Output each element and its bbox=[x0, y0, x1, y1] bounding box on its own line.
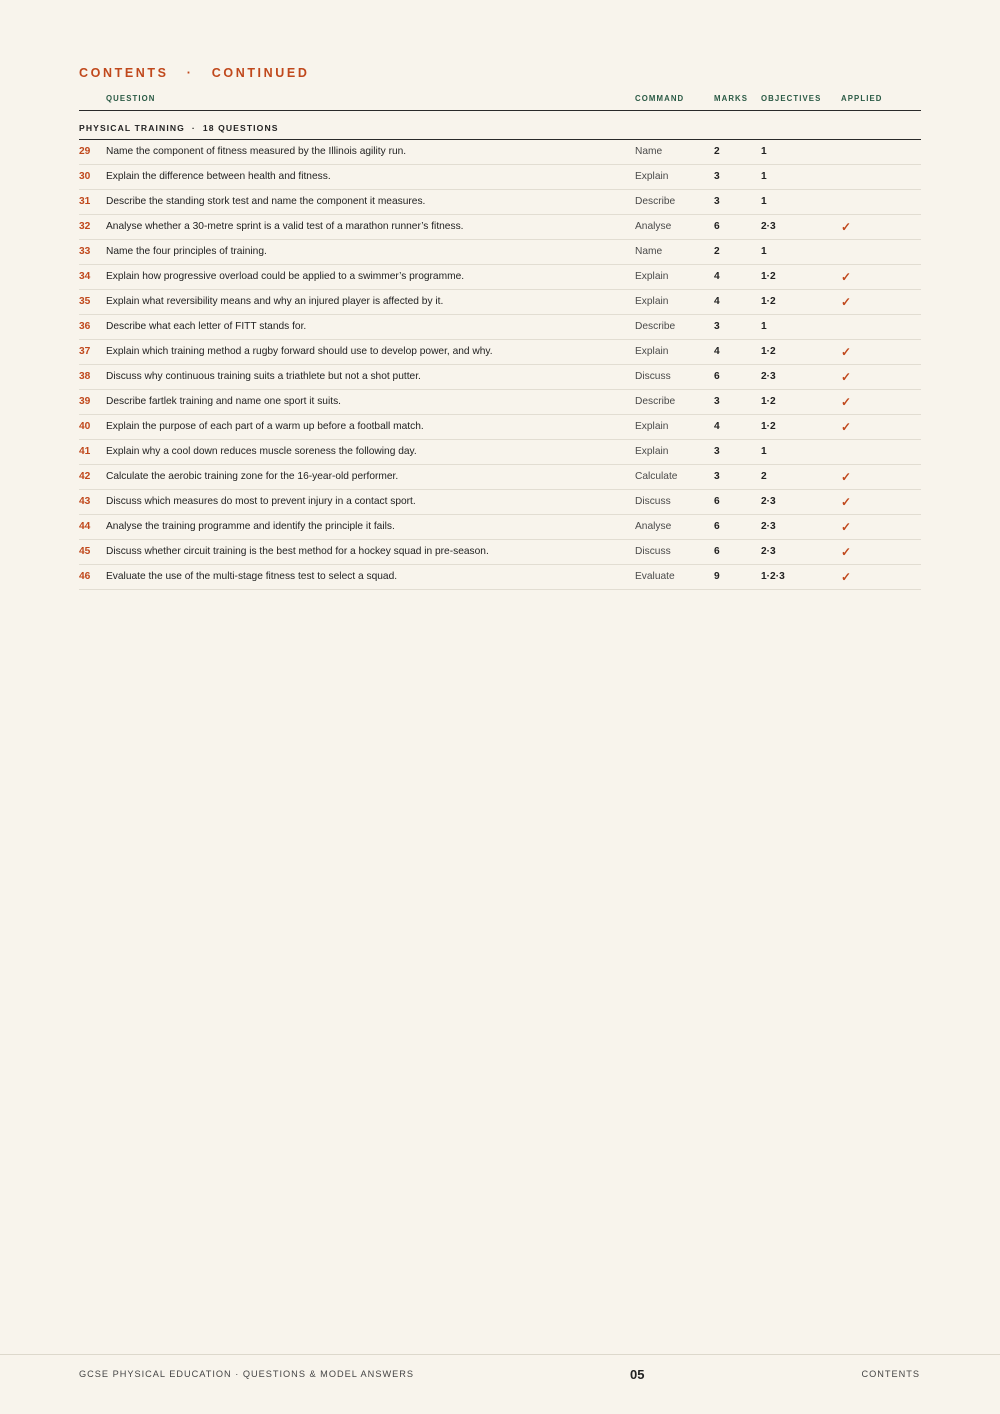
command-word: Analyse bbox=[635, 521, 672, 532]
question-text: Discuss whether circuit training is the best method for a hockey squad in pre-season. bbox=[106, 546, 489, 557]
applied-check-icon: ✓ bbox=[841, 570, 852, 584]
question-text: Analyse whether a 30-metre sprint is a valid test of a marathon runner’s fitness. bbox=[106, 221, 464, 232]
page-heading: CONTENTS · CONTINUED bbox=[79, 66, 310, 80]
objectives-value: 2·3 bbox=[761, 496, 776, 507]
table-row[interactable] bbox=[79, 215, 921, 240]
marks-value: 4 bbox=[714, 271, 720, 282]
question-number: 41 bbox=[79, 446, 91, 457]
column-header-command: COMMAND bbox=[635, 94, 685, 103]
command-word: Calculate bbox=[635, 471, 678, 482]
objectives-value: 2·3 bbox=[761, 521, 776, 532]
command-word: Analyse bbox=[635, 221, 672, 232]
question-text: Name the component of fitness measured by the Illinois agility run. bbox=[106, 146, 407, 157]
question-text: Explain why a cool down reduces muscle soreness the following day. bbox=[106, 446, 417, 457]
table-row[interactable] bbox=[79, 365, 921, 390]
page-number: 05 bbox=[630, 1367, 645, 1382]
command-word: Describe bbox=[635, 321, 676, 332]
objectives-value: 1 bbox=[761, 171, 767, 182]
marks-value: 6 bbox=[714, 521, 720, 532]
objectives-value: 1 bbox=[761, 146, 767, 157]
marks-value: 2 bbox=[714, 246, 720, 257]
table-row[interactable] bbox=[79, 290, 921, 315]
column-header-objectives: OBJECTIVES bbox=[761, 94, 822, 103]
marks-value: 3 bbox=[714, 471, 720, 482]
column-header-applied: APPLIED bbox=[841, 94, 883, 103]
applied-check-icon: ✓ bbox=[841, 270, 852, 284]
question-text: Explain how progressive overload could be applied to a swimmer’s programme. bbox=[106, 271, 465, 282]
command-word: Explain bbox=[635, 346, 669, 357]
question-text: Discuss which measures do most to prevent injury in a contact sport. bbox=[106, 496, 416, 507]
question-text: Explain the purpose of each part of a warm up before a football match. bbox=[106, 421, 424, 432]
question-number: 45 bbox=[79, 546, 91, 557]
command-word: Describe bbox=[635, 196, 676, 207]
marks-value: 6 bbox=[714, 546, 720, 557]
marks-value: 2 bbox=[714, 146, 720, 157]
applied-check-icon: ✓ bbox=[841, 495, 852, 509]
objectives-value: 1 bbox=[761, 196, 767, 207]
applied-check-icon: ✓ bbox=[841, 370, 852, 384]
command-word: Evaluate bbox=[635, 571, 675, 582]
table-row[interactable] bbox=[79, 190, 921, 215]
question-text: Name the four principles of training. bbox=[106, 246, 267, 257]
question-number: 32 bbox=[79, 221, 91, 232]
command-word: Explain bbox=[635, 171, 669, 182]
command-word: Describe bbox=[635, 396, 676, 407]
question-text: Discuss why continuous training suits a triathlete but not a shot putter. bbox=[106, 371, 421, 382]
question-number: 31 bbox=[79, 196, 91, 207]
objectives-value: 1·2 bbox=[761, 396, 776, 407]
question-number: 46 bbox=[79, 571, 91, 582]
table-row[interactable] bbox=[79, 315, 921, 340]
command-word: Name bbox=[635, 146, 663, 157]
applied-check-icon: ✓ bbox=[841, 420, 852, 434]
column-header-question: QUESTION bbox=[106, 94, 156, 103]
question-number: 43 bbox=[79, 496, 91, 507]
table-row[interactable] bbox=[79, 140, 921, 165]
table-row[interactable] bbox=[79, 240, 921, 265]
table-row[interactable] bbox=[79, 165, 921, 190]
question-number: 39 bbox=[79, 396, 91, 407]
question-number: 33 bbox=[79, 246, 91, 257]
objectives-value: 1 bbox=[761, 446, 767, 457]
applied-check-icon: ✓ bbox=[841, 220, 852, 234]
question-number: 44 bbox=[79, 521, 91, 532]
marks-value: 4 bbox=[714, 296, 720, 307]
question-text: Explain which training method a rugby forward should use to develop power, and why. bbox=[106, 346, 493, 357]
table-row[interactable] bbox=[79, 265, 921, 290]
objectives-value: 1 bbox=[761, 246, 767, 257]
marks-value: 4 bbox=[714, 421, 720, 432]
section-title: PHYSICAL TRAINING · 18 QUESTIONS bbox=[79, 114, 921, 140]
question-number: 42 bbox=[79, 471, 91, 482]
objectives-value: 1·2 bbox=[761, 346, 776, 357]
command-word: Discuss bbox=[635, 496, 671, 507]
footer-title: GCSE PHYSICAL EDUCATION · QUESTIONS & MODEL ANSWERS bbox=[79, 1369, 415, 1379]
question-number: 34 bbox=[79, 271, 91, 282]
page-footer bbox=[0, 1354, 1000, 1414]
question-number: 36 bbox=[79, 321, 91, 332]
question-number: 30 bbox=[79, 171, 91, 182]
footer-contents-link[interactable]: CONTENTS bbox=[861, 1369, 920, 1379]
objectives-value: 1·2 bbox=[761, 271, 776, 282]
question-number: 38 bbox=[79, 371, 91, 382]
command-word: Explain bbox=[635, 296, 669, 307]
command-word: Discuss bbox=[635, 371, 671, 382]
command-word: Explain bbox=[635, 271, 669, 282]
marks-value: 4 bbox=[714, 346, 720, 357]
question-number: 29 bbox=[79, 146, 91, 157]
question-number: 40 bbox=[79, 421, 91, 432]
question-text: Explain the difference between health and fitness. bbox=[106, 171, 331, 182]
marks-value: 6 bbox=[714, 496, 720, 507]
question-number: 37 bbox=[79, 346, 91, 357]
table-column-headers bbox=[79, 93, 921, 111]
marks-value: 3 bbox=[714, 171, 720, 182]
question-text: Analyse the training programme and identify the principle it fails. bbox=[106, 521, 395, 532]
command-word: Explain bbox=[635, 446, 669, 457]
objectives-value: 2·3 bbox=[761, 546, 776, 557]
objectives-value: 1 bbox=[761, 321, 767, 332]
table-row[interactable] bbox=[79, 465, 921, 490]
objectives-value: 1·2 bbox=[761, 296, 776, 307]
command-word: Name bbox=[635, 246, 663, 257]
questions-table bbox=[79, 140, 921, 590]
marks-value: 6 bbox=[714, 371, 720, 382]
marks-value: 3 bbox=[714, 196, 720, 207]
marks-value: 3 bbox=[714, 396, 720, 407]
applied-check-icon: ✓ bbox=[841, 345, 852, 359]
question-text: Describe what each letter of FITT stands for. bbox=[106, 321, 307, 332]
marks-value: 9 bbox=[714, 571, 720, 582]
objectives-value: 1·2·3 bbox=[761, 571, 785, 582]
table-row[interactable] bbox=[79, 540, 921, 565]
applied-check-icon: ✓ bbox=[841, 295, 852, 309]
marks-value: 6 bbox=[714, 221, 720, 232]
table-row[interactable] bbox=[79, 390, 921, 415]
question-text: Describe the standing stork test and name the component it measures. bbox=[106, 196, 426, 207]
applied-check-icon: ✓ bbox=[841, 470, 852, 484]
question-number: 35 bbox=[79, 296, 91, 307]
table-row[interactable] bbox=[79, 515, 921, 540]
table-row[interactable] bbox=[79, 565, 921, 590]
column-header-marks: MARKS bbox=[714, 94, 749, 103]
objectives-value: 2·3 bbox=[761, 371, 776, 382]
command-word: Explain bbox=[635, 421, 669, 432]
objectives-value: 2 bbox=[761, 471, 767, 482]
command-word: Discuss bbox=[635, 546, 671, 557]
objectives-value: 2·3 bbox=[761, 221, 776, 232]
table-row[interactable] bbox=[79, 415, 921, 440]
applied-check-icon: ✓ bbox=[841, 520, 852, 534]
question-text: Describe fartlek training and name one sport it suits. bbox=[106, 396, 341, 407]
applied-check-icon: ✓ bbox=[841, 395, 852, 409]
applied-check-icon: ✓ bbox=[841, 545, 852, 559]
marks-value: 3 bbox=[714, 446, 720, 457]
table-row[interactable] bbox=[79, 490, 921, 515]
table-row[interactable] bbox=[79, 440, 921, 465]
table-row[interactable] bbox=[79, 340, 921, 365]
marks-value: 3 bbox=[714, 321, 720, 332]
objectives-value: 1·2 bbox=[761, 421, 776, 432]
question-text: Evaluate the use of the multi-stage fitness test to select a squad. bbox=[106, 571, 398, 582]
question-text: Explain what reversibility means and why an injured player is affected by it. bbox=[106, 296, 444, 307]
question-text: Calculate the aerobic training zone for the 16-year-old performer. bbox=[106, 471, 399, 482]
